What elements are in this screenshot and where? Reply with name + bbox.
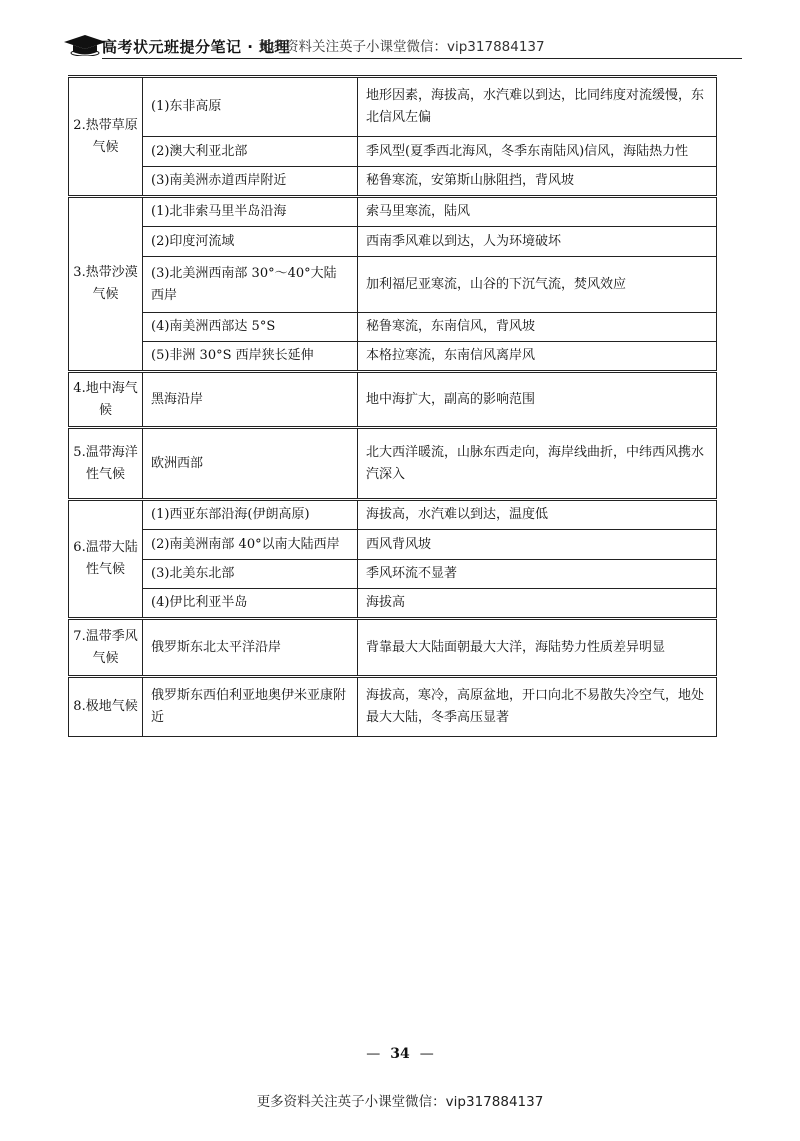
- table-row: [69, 227, 717, 257]
- table-row: [69, 619, 717, 677]
- cause-cell: 海拔高，水汽难以到达，温度低: [358, 500, 717, 530]
- region-cell: (3)北美洲西南部 30°～40°大陆西岸: [143, 257, 358, 313]
- climate-type-cell: 7.温带季风气候: [69, 619, 143, 677]
- climate-table: [68, 75, 717, 737]
- cause-cell: 秘鲁寒流，东南信风，背风坡: [358, 313, 717, 342]
- table-row: [69, 167, 717, 197]
- table-row: [69, 372, 717, 428]
- region-cell: (1)北非索马里半岛沿海: [143, 197, 358, 227]
- climate-type-cell: 6.温带大陆性气候: [69, 500, 143, 619]
- table-row: [69, 589, 717, 619]
- region-cell: (3)北美东北部: [143, 560, 358, 589]
- region-cell: 黑海沿岸: [143, 372, 358, 428]
- page-number-value: 34: [390, 1046, 410, 1062]
- table-row: [69, 77, 717, 137]
- table-row: [69, 137, 717, 167]
- table-row: [69, 257, 717, 313]
- header-rule: [102, 58, 742, 59]
- region-cell: (4)南美洲西部达 5°S: [143, 313, 358, 342]
- region-cell: (2)印度河流域: [143, 227, 358, 257]
- cause-cell: 秘鲁寒流，安第斯山脉阻挡，背风坡: [358, 167, 717, 197]
- cause-cell: 季风型(夏季西北海风，冬季东南陆风)信风，海陆热力性: [358, 137, 717, 167]
- cause-cell: 季风环流不显著: [358, 560, 717, 589]
- cause-cell: 海拔高，寒冷，高原盆地，开口向北不易散失冷空气，地处最大大陆，冬季高压显著: [358, 677, 717, 737]
- region-cell: 俄罗斯东西伯利亚地奥伊米亚康附近: [143, 677, 358, 737]
- region-cell: 欧洲西部: [143, 428, 358, 500]
- climate-type-cell: 3.热带沙漠气候: [69, 197, 143, 372]
- table-row: [69, 313, 717, 342]
- climate-type-cell: 8.极地气候: [69, 677, 143, 737]
- cause-cell: 本格拉寒流，东南信风离岸风: [358, 342, 717, 372]
- page-number: — 34 —: [366, 1046, 434, 1062]
- region-cell: (1)东非高原: [143, 77, 358, 137]
- region-cell: 俄罗斯东北太平洋沿岸: [143, 619, 358, 677]
- climate-type-cell: 4.地中海气候: [69, 372, 143, 428]
- region-cell: (1)西亚东部沿海(伊朗高原): [143, 500, 358, 530]
- climate-type-cell: 2.热带草原气候: [69, 77, 143, 197]
- region-cell: (5)非洲 30°S 西岸狭长延伸: [143, 342, 358, 372]
- cause-cell: 北大西洋暖流，山脉东西走向，海岸线曲折，中纬西风携水汽深入: [358, 428, 717, 500]
- table-row: [69, 560, 717, 589]
- table-row: [69, 500, 717, 530]
- table-row: [69, 530, 717, 560]
- book-title: 高考状元班提分笔记 · 地理: [102, 38, 291, 56]
- cause-cell: 海拔高: [358, 589, 717, 619]
- table-row: [69, 677, 717, 737]
- cause-cell: 地形因素，海拔高，水汽难以到达，比同纬度对流缓慢，东北信风左偏: [358, 77, 717, 137]
- cause-cell: 西南季风难以到达，人为环境破坏: [358, 227, 717, 257]
- cause-cell: 背靠最大大陆面朝最大大洋，海陆势力性质差异明显: [358, 619, 717, 677]
- footer-watermark: 更多资料关注英子小课堂微信：vip317884137: [256, 1094, 544, 1110]
- table-row: [69, 197, 717, 227]
- region-cell: (3)南美洲赤道西岸附近: [143, 167, 358, 197]
- climate-type-cell: 5.温带海洋性气候: [69, 428, 143, 500]
- table-row: [69, 428, 717, 500]
- region-cell: (2)澳大利亚北部: [143, 137, 358, 167]
- cause-cell: 西风背风坡: [358, 530, 717, 560]
- cause-cell: 地中海扩大，副高的影响范围: [358, 372, 717, 428]
- cause-cell: 加利福尼亚寒流，山谷的下沉气流，焚风效应: [358, 257, 717, 313]
- region-cell: (4)伊比利亚半岛: [143, 589, 358, 619]
- page-header: [62, 26, 742, 62]
- table-row: [69, 342, 717, 372]
- region-cell: (2)南美洲南部 40°以南大陆西岸: [143, 530, 358, 560]
- cause-cell: 索马里寒流，陆风: [358, 197, 717, 227]
- header-watermark: 更多资料关注英子小课堂微信：vip317884137: [258, 39, 545, 55]
